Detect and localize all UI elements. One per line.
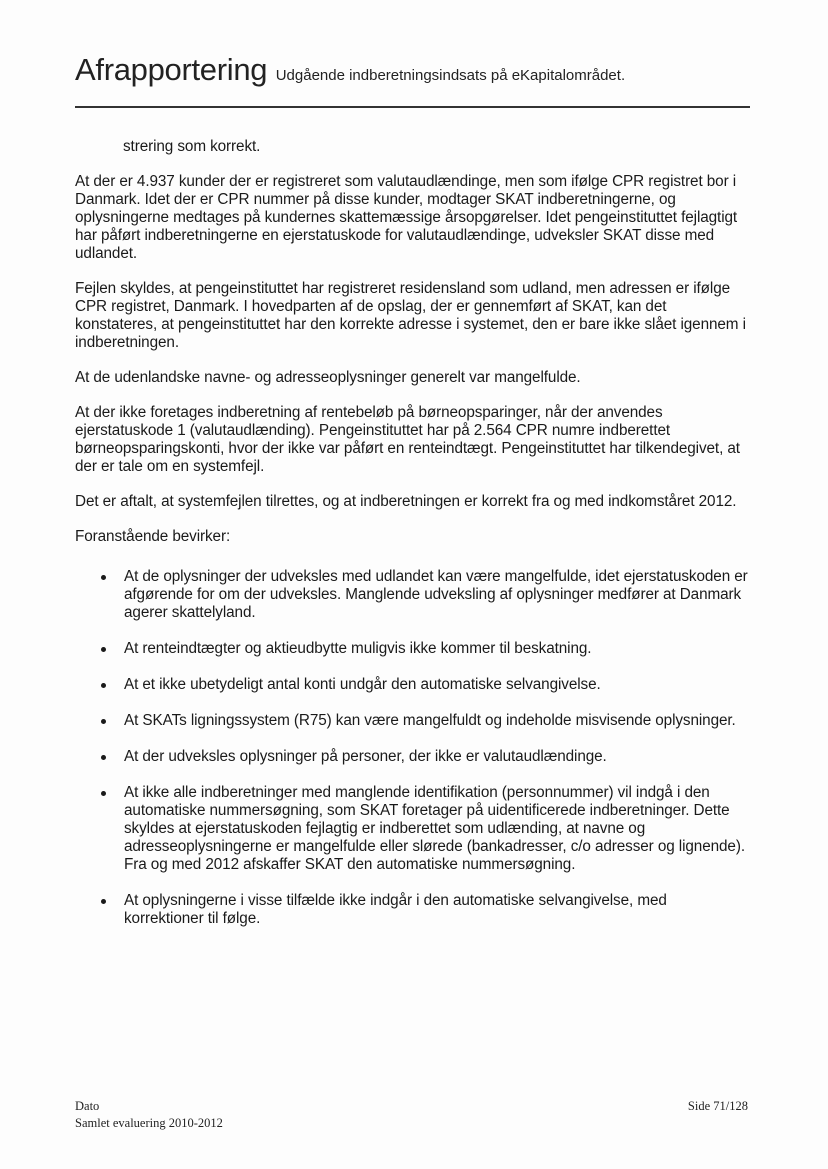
bullet-icon — [101, 719, 106, 724]
paragraph: Fejlen skyldes, at pengeinstituttet har registreret residensland som udland, men adressen er ifølge CPR registret, Danmark. I hovedparten af de opslag, der er gennemført af SKAT, kan det konstateres, at pengeinstituttet har den korrekte adresse i systemet, den er bare ikke slået igennem i indberetningen. — [75, 280, 746, 351]
list-item-text: At SKATs ligningssystem (R75) kan være mangelfuldt og indeholde misvisende oplysninger. — [124, 712, 736, 729]
bullet-icon — [101, 899, 106, 904]
header-title: Afrapportering — [75, 52, 268, 87]
footer-page-number: Side 71/128 — [687, 1099, 748, 1113]
footer-document-name: Samlet evaluering 2010-2012 — [75, 1116, 223, 1130]
list-item-text: At renteindtægter og aktieudbytte muligvis ikke kommer til beskatning. — [124, 640, 592, 657]
bullet-icon — [101, 575, 106, 580]
list-item-text: At oplysningerne i visse tilfælde ikke indgår i den automatiske selvangivelse, med korrektioner til følge. — [124, 892, 667, 927]
list-item — [75, 748, 750, 766]
bullet-icon — [101, 791, 106, 796]
bullet-icon — [101, 755, 106, 760]
page-header — [75, 52, 755, 88]
bullet-list — [75, 568, 750, 928]
paragraph: Foranstående bevirker: — [75, 528, 231, 545]
list-item — [75, 784, 750, 874]
bullet-icon — [101, 683, 106, 688]
paragraph: At der ikke foretages indberetning af rentebeløb på børneopsparinger, når der anvendes ejerstatuskode 1 (valutaudlænding). Pengeinstituttet har på 2.564 CPR numre indberettet børneopsparingskonti, hvor der ikke var påført en renteindtægt. Pengeinstituttet har tilkendegivet, at der er tale om en systemfejl. — [75, 404, 740, 475]
list-item — [75, 712, 750, 730]
footer-date-label: Dato — [75, 1099, 100, 1113]
list-item — [75, 640, 750, 658]
document-body — [75, 138, 750, 946]
list-item-text: At de oplysninger der udveksles med udlandet kan være mangelfulde, idet ejerstatuskoden er afgørende for om der udveksles. Manglende udveksling af oplysninger medfører at Danmark agerer skattelyland. — [124, 568, 748, 621]
paragraph: Det er aftalt, at systemfejlen tilrettes, og at indberetningen er korrekt fra og med indkomståret 2012. — [75, 493, 737, 510]
list-item-text: At der udveksles oplysninger på personer, der ikke er valutaudlændinge. — [124, 748, 607, 765]
paragraph: At de udenlandske navne- og adresseoplysninger generelt var mangelfulde. — [75, 369, 581, 386]
header-subtitle: Udgående indberetningsindsats på eKapitalområdet. — [275, 67, 626, 84]
list-item — [75, 892, 750, 928]
bullet-icon — [101, 647, 106, 652]
intro-fragment: strering som korrekt. — [123, 138, 261, 155]
list-item-text: At ikke alle indberetninger med manglende identifikation (personnummer) vil indgå i den automatiske nummersøgning, som SKAT foretager på uidentificerede indberetninger. Dette skyldes at ejerstatuskoden fejlagtig er indberettet som udlænding, at navne og adresseoplysningerne er mangelfulde eller slørede (bankadresser, c/o adresser og lignende). Fra og med 2012 afskaffer SKAT den automatiske nummersøgning. — [124, 784, 745, 873]
page-footer — [75, 1098, 748, 1132]
paragraph: At der er 4.937 kunder der er registreret som valutaudlændinge, men som ifølge CPR registret bor i Danmark. Idet der er CPR nummer på disse kunder, modtager SKAT indberetningerne, og oplysningerne medtages på kundernes skattemæssige årsopgørelser. Idet pengeinstituttet fejlagtigt har påført indberetningerne en ejerstatuskode for valutaudlændinge, udveksler SKAT disse med udlandet. — [75, 173, 738, 262]
list-item — [75, 568, 750, 622]
header-divider — [75, 106, 750, 108]
list-item-text: At et ikke ubetydeligt antal konti undgår den automatiske selvangivelse. — [124, 676, 601, 693]
list-item — [75, 676, 750, 694]
